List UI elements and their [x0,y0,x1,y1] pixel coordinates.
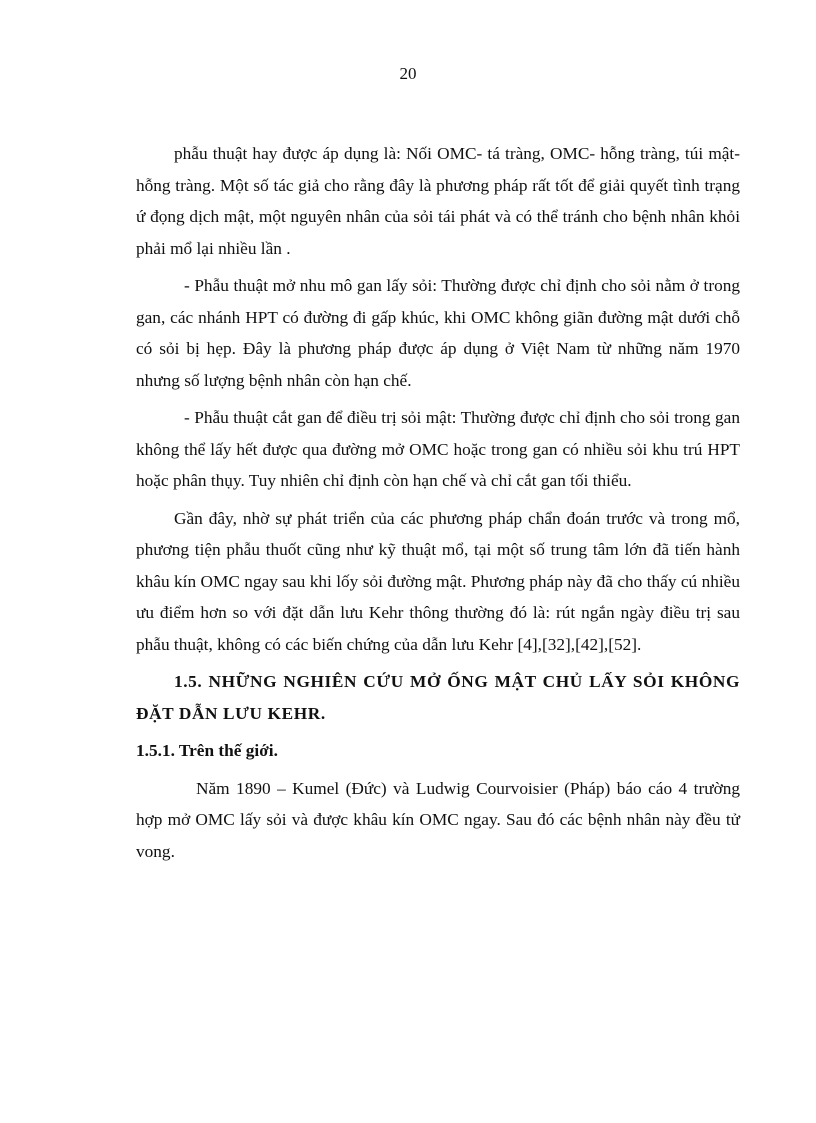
subsection-heading-1-5-1: 1.5.1. Trên thế giới. [136,741,278,760]
page-number: 20 [399,64,417,83]
paragraph-history-1890: Năm 1890 – Kumel (Đức) và Ludwig Courvoisier (Pháp) báo cáo 4 trường hợp mở OMC lấy sỏi và được khâu kín OMC ngay. Sau đó các bệnh nhân này đều tử vong. [136,778,740,861]
page-body [136,138,740,873]
paragraph-liver-resection: - Phẫu thuật cắt gan để điều trị sỏi mật: Thường được chỉ định cho sỏi trong gan không thể lấy hết được qua đường mở OMC hoặc trong gan có nhiều sỏi khu trú HPT hoặc phân thụy. Tuy nhiên chỉ định còn hạn chế và chỉ cắt gan tối thiểu. [136,408,740,490]
paragraph-liver-parenchyma-surgery: - Phẫu thuật mở nhu mô gan lấy sỏi: Thường được chỉ định cho sỏi nằm ở trong gan, các nhánh HPT có đường đi gấp khúc, khi OMC không giãn đường mật dưới chỗ có sỏi bị hẹp. Đây là phương pháp được áp dụng ở Việt Nam từ những năm 1970 nhưng số lượng bệnh nhân còn hạn chế. [136,276,740,390]
section-heading-1-5: 1.5. NHỮNG NGHIÊN CỨU MỞ ỐNG MẬT CHỦ LẤY SỎI KHÔNG ĐẶT DẪN LƯU KEHR. [136,672,740,723]
paragraph-recent-advances: Gần đây, nhờ sự phát triển của các phương pháp chẩn đoán trước và trong mổ, phương tiện phẫu thuốt cũng như kỹ thuật mổ, tại một số trung tâm lớn đã tiến hành khâu kín OMC ngay sau khi lốy sỏi đường mật. Phương pháp này đã cho thấy cú nhiều ưu điểm hơn so với đặt dẫn lưu Kehr thông thường đó là: rút ngắn ngày điều trị sau phẫu thuật, không có các biến chứng của dẫn lưu Kehr [4],[32],[42],[52]. [136,508,740,654]
paragraph-surgical-methods: phẫu thuật hay được áp dụng là: Nối OMC- tá tràng, OMC- hỗng tràng, túi mật- hỗng tràng. Một số tác giả cho rằng đây là phương pháp rất tốt để giải quyết tình trạng ứ đọng dịch mật, một nguyên nhân của sỏi tái phát và có thể tránh cho bệnh nhân khỏi phải mổ lại nhiều lần . [136,144,740,258]
